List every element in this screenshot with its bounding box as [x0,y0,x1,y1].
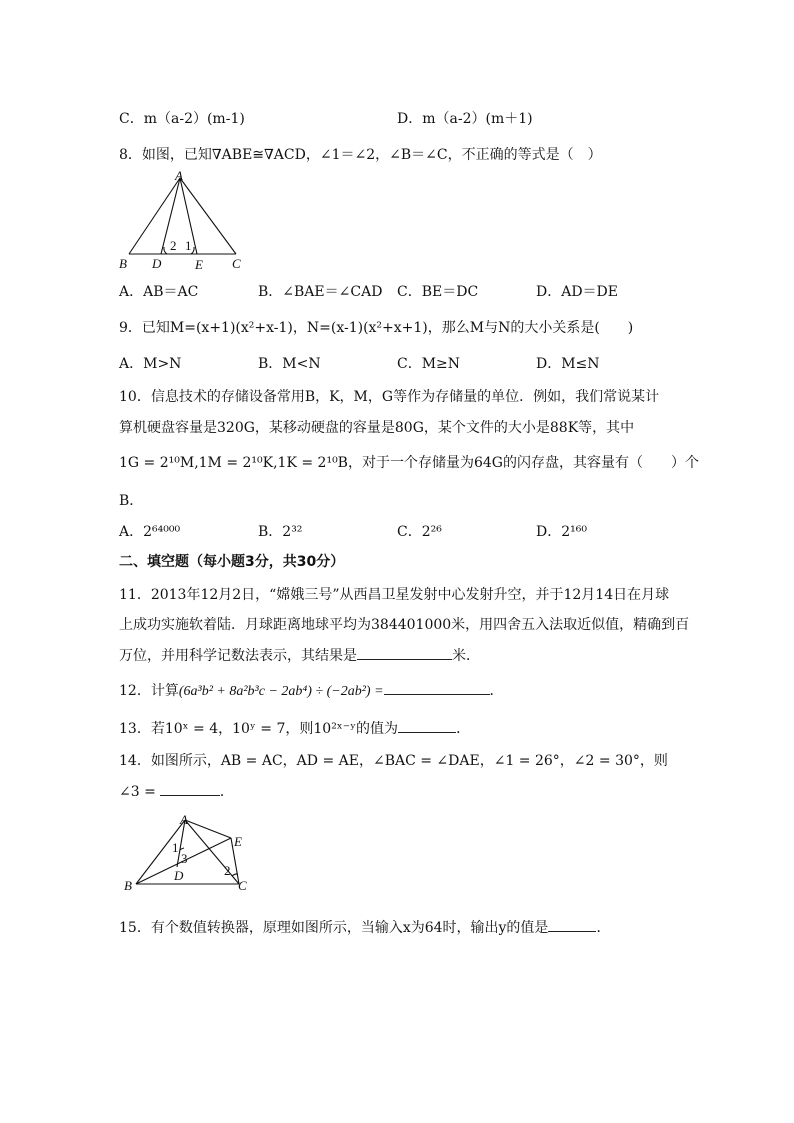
q8-option-d: D．AD＝DE [536,284,619,300]
q11-line-1: 11．2013年12月2日，“嫦娥三号”从西昌卫星发射中心发射升空，并于12月14日在月球 [119,587,670,603]
q10-option-a: A．2⁶⁴⁰⁰⁰ [119,524,181,540]
q9-option-c: C．M≥N [397,356,461,372]
q13-answer-blank[interactable] [398,718,456,733]
q10-line-1: 10．信息技术的存储设备常用B，K，M，G等作为存储量的单位．例如，我们常说某计 [119,389,660,405]
q14-label-e: E [234,834,242,849]
q13-end: ． [456,721,471,737]
q14-label-d: D [174,868,184,883]
q8-figure [115,168,245,272]
q8-option-a: A．AB＝AC [119,284,199,300]
q7-option-c: C．m（a-2）(m-1) [119,111,245,127]
q14-label-angle-2: 2 [224,863,231,878]
q8-label-angle-1: 1 [185,238,192,253]
q11-line-3 [119,645,480,665]
q14-label-angle-1: 1 [172,840,179,855]
q12-end: ． [489,683,504,699]
q14-line-1: 14．如图所示，AB = AC，AD = AE，∠BAC = ∠DAE，∠1 = 26°，∠2 = 30°，则 [119,753,668,769]
q14-angle3-label: ∠3 = [119,784,156,800]
q14-label-b: B [124,878,132,893]
q8-option-b: B．∠BAE＝∠CAD [258,284,383,300]
q12-prefix: 12．计算 [119,683,179,699]
q14-figure [120,810,260,896]
q8-label-b: B [119,256,127,271]
q11-line-2: 上成功实施软着陆．月球距离地球平均为384401000米，用四舍五入法取近似值，精确到百 [119,617,690,633]
q14-label-a: A [180,812,188,827]
q9-option-b: B．M<N [258,356,321,372]
q9-stem: 9．已知M=(x+1)(x²+x-1)，N=(x-1)(x²+x+1)，那么M与N的大小关系是( ) [119,320,634,336]
q10-line-3: 1G = 2¹⁰M,1M = 2¹⁰K,1K = 2¹⁰B，对于一个存储量为64G的闪存盘，其容量有（ ）个 [119,455,699,471]
q11-answer-blank[interactable] [357,645,452,660]
q8-label-c: C [232,256,241,271]
q11-line-3-text: 万位，并用科学记数法表示，其结果是 [119,648,357,664]
q7-option-d: D．m（a-2）(m＋1) [397,111,533,127]
q15-answer-blank[interactable] [548,917,596,932]
q8-label-e: E [195,257,203,272]
q11-line-3-end: 米． [452,648,480,664]
q10-line-4: B． [119,493,144,509]
q14-label-c: C [238,878,247,893]
q8-stem: 8．如图，已知∇ABE≅∇ACD，∠1＝∠2，∠B＝∠C，不正确的等式是（ ） [119,147,602,163]
q10-option-b: B．2³² [258,524,303,540]
q14-label-angle-3: 3 [181,851,188,866]
q10-option-d: D．2¹⁶⁰ [536,524,587,540]
q14-line-2 [119,781,234,801]
q15-line [119,917,610,937]
q14-line-ac [185,820,239,884]
q12-line [119,680,504,700]
q14-end: ． [219,784,234,800]
q12-expression: (6a³b² + 8a²b³c − 2ab⁴) ÷ (−2ab²) = [178,684,384,699]
q9-option-d: D．M≤N [536,356,600,372]
q8-option-c: C．BE＝DC [397,284,479,300]
q15-end: ． [596,920,611,936]
q10-option-c: C．2²⁶ [397,524,442,540]
q9-option-a: A．M>N [119,356,182,372]
q8-angle-2-arc [164,247,167,254]
section-2-heading: 二、填空题（每小题3分，共30分） [119,554,345,570]
q14-answer-blank[interactable] [160,781,220,796]
q13-text: 13．若10ˣ = 4，10ʸ = 7，则10²ˣ⁻ʸ的值为 [119,721,399,737]
q15-text: 15．有个数值转换器，原理如图所示，当输入x为64时，输出y的值是 [119,920,549,936]
q8-label-a: A [175,168,183,183]
q10-line-2: 算机硬盘容量是320G，某移动硬盘的容量是80G，某个文件的大小是88K等，其中 [119,420,635,436]
q12-answer-blank[interactable] [384,680,490,695]
q8-label-d: D [152,256,162,271]
q8-label-angle-2: 2 [170,238,177,253]
q13-line [119,718,470,738]
